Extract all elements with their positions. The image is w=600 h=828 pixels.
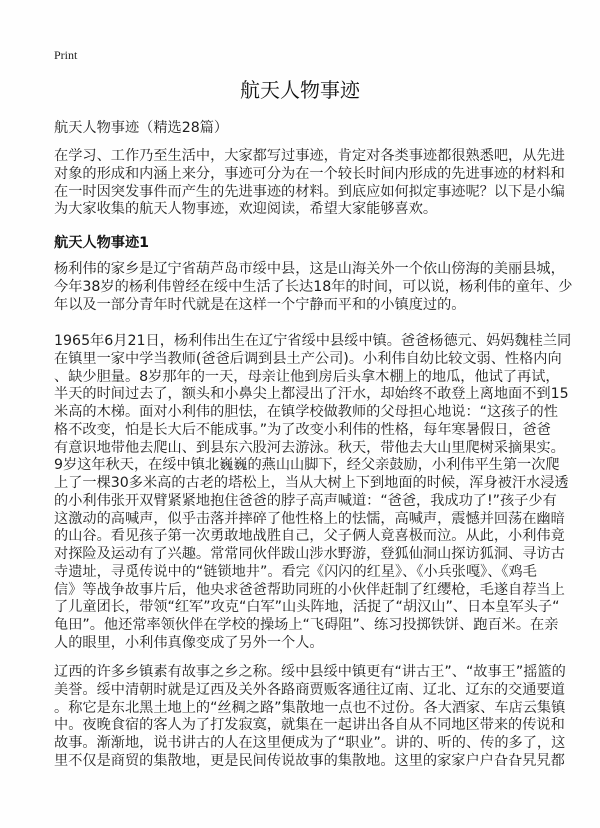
text-line: 。称它是东北黑土地上的“丝稠之路”集散地一点也不过份。各大酒家、车店云集镇 [54, 699, 566, 716]
text-line: 这激动的高喊声，似乎击落并摔碎了他性格上的怯懦，高喊声，震憾并回荡在幽暗 [54, 510, 565, 527]
text-line: 故事。渐渐地，说书讲古的人在这里便成为了“职业”。讲的、听的、传的多了，这 [54, 735, 566, 752]
text-line: 里不仅是商贸的集散地，更是民间传说故事的集散地。这里的家家户户旮旮旯旯都 [54, 752, 565, 769]
text-line: 米高的木梯。面对小利伟的胆怯，在镇学校做教师的父母担心地说：“这孩子的性 [54, 404, 558, 420]
intro-paragraph [54, 148, 574, 219]
text-line: 在一时因突发事件而产生的先进事迹的材料。到底应如何拟定事迹呢？以下是小编 [54, 183, 565, 200]
print-label[interactable]: Print [54, 48, 78, 62]
text-line: 了儿童团长，带领“红军”攻克“白军”山头阵地，活捉了“胡汉山”、日本皇军头子“ [54, 599, 560, 616]
text-line: 中。夜晚食宿的客人为了打发寂寞，就集在一起讲出各自从不同地区带来的传说和 [54, 717, 565, 734]
text-line: 在学习、工作乃至生活中，大家都写过事迹，肯定对各类事迹都很熟悉吧，从先进 [54, 148, 565, 164]
text-line: 美誉。绥中清朝时就是辽西及关外各路商贾贩客通往辽南、辽北、辽东的交通要道 [54, 681, 565, 698]
text-line: 1965年6月21日，杨利伟出生在辽宁省绥中县绥中镇。爸爸杨德元、妈妈魏桂兰同 [54, 333, 572, 349]
text-line: 龟田”。他还常率领伙伴在学校的操场上“飞碍阻”、练习投掷铁饼、跑百米。在亲 [54, 617, 559, 633]
text-line: 格不改变，怕是长大后不能成事。”为了改变小利伟的性格，每年寒暑假日，爸爸 [54, 421, 551, 438]
page-title: 航天人物事迹 [240, 78, 360, 102]
text-line: 今年38岁的杨利伟曾经在绥中生活了长达18年的时间，可以说，杨利伟的童年、少 [54, 278, 573, 295]
text-line: 年以及一部分青年时代就是在这样一个宁静而平和的小镇度过的。 [54, 296, 466, 313]
body-paragraph [54, 664, 574, 771]
text-line: 对探险及运动有了兴趣。常常同伙伴跋山涉水野游，登狐仙洞山探访狐洞、寻访古 [54, 546, 565, 562]
text-line: 在镇里一家中学当教师(爸爸后调到县土产公司)。小利伟自幼比较文弱、性格内向 [54, 350, 562, 367]
text-line: 半天的时间过去了，额头和小鼻尖上都浸出了汗水，却始终不敢登上离地面不到15 [54, 386, 569, 403]
text-line: 、缺少胆量。8岁那年的一天，母亲让他到房后头拿木棚上的地瓜，他试了再试， [54, 368, 560, 385]
text-line: 信》等战争故事片后，他央求爸爸帮助同班的小伙伴赶制了红缨枪，毛遂自荐当上 [54, 581, 565, 598]
text-line: 为大家收集的航天人物事迹，欢迎阅读，希望大家能够喜欢。 [54, 201, 438, 218]
section-heading: 航天人物事迹1 [54, 235, 149, 251]
text-line: 上了一棵30多米高的古老的塔松上，当从大树上下到地面的时候，浑身被汗水浸透 [54, 475, 569, 491]
text-line: 的小利伟张开双臂紧紧地抱住爸爸的脖子高声喊道：“爸爸，我成功了!”孩子少有 [54, 492, 557, 509]
text-line: 9岁这年秋天，在绥中镇北巍巍的燕山山脚下，经父亲鼓励，小利伟平生第一次爬 [54, 457, 560, 474]
text-line: 寺遗址，寻觅传说中的“链锁地井”。看完《闪闪的红星》、《小兵张嘎》、《鸡毛 [54, 563, 537, 580]
text-line: 有意识地带他去爬山、到县东六股河去游泳。秋天，带他去大山里爬树采摘果实。 [54, 439, 565, 456]
text-line: 辽西的许多乡镇素有故事之乡之称。绥中县绥中镇更有“讲古王”、“故事王”摇篮的 [54, 664, 566, 680]
text-line: 杨利伟的家乡是辽宁省葫芦岛市绥中县，这是山海关外一个依山傍海的美丽县城， [54, 261, 565, 277]
body-paragraph [54, 261, 574, 314]
document-subtitle: 航天人物事迹（精选28篇） [54, 120, 229, 136]
body-paragraph [54, 333, 574, 653]
text-line: 对象的形成和内涵上来分，事迹可分为在一个较长时间内形成的先进事迹的材料和 [54, 165, 565, 182]
text-line: 的山谷。看见孩子第一次勇敢地战胜自己，父子俩人竟喜极而泣。从此，小利伟竟 [54, 528, 565, 545]
text-line: 人的眼里，小利伟真像变成了另外一个人。 [54, 634, 324, 651]
